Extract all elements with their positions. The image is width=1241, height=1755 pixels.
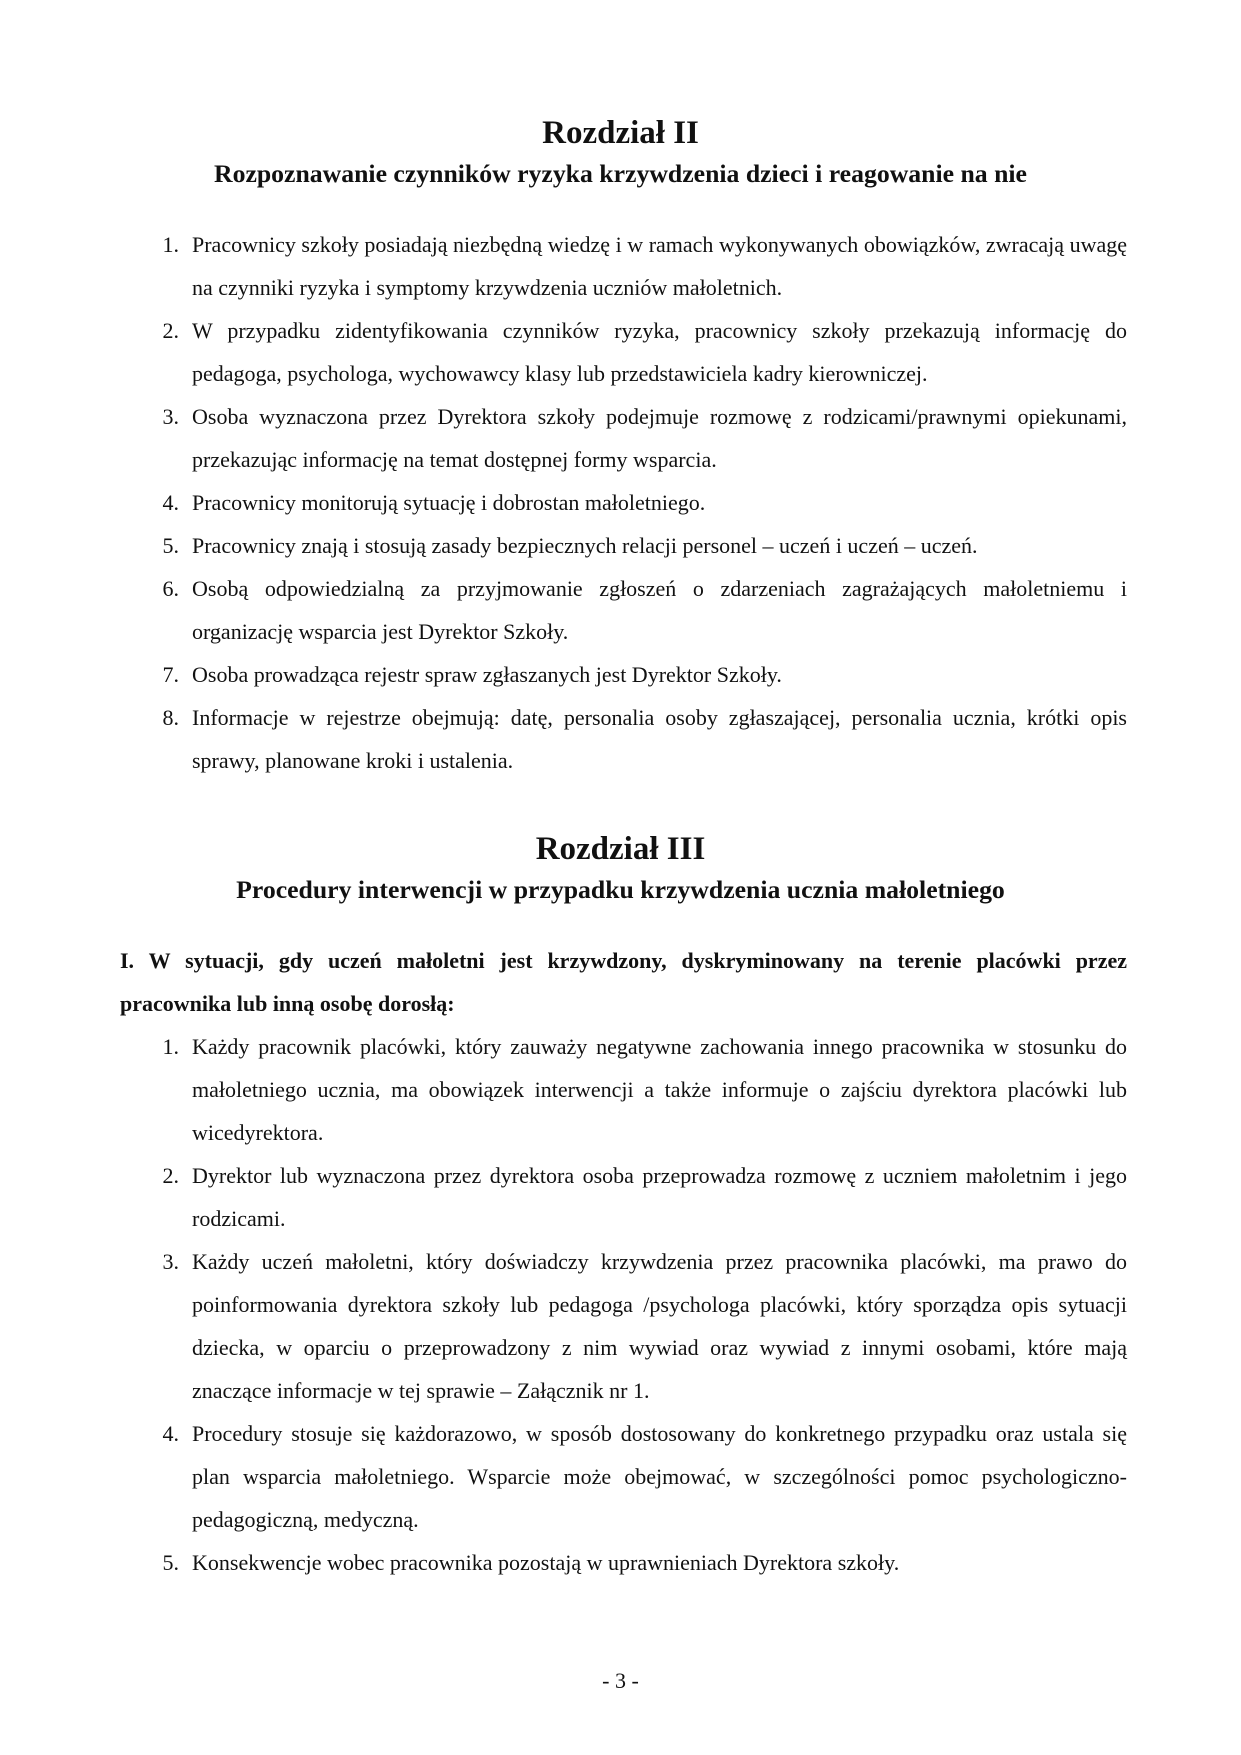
- chapter-2-list: [120, 223, 1127, 782]
- list-item: 5. Pracownicy znają i stosują zasady bezpiecznych relacji personel – uczeń i uczeń – uczeń.: [162, 533, 978, 558]
- list-item: 1. Każdy pracownik placówki, który zauważy negatywne zachowania innego pracownika w stosunku do małoletniego ucznia, ma obowiązek interwencji a także informuje o zajściu dyrektora placówki lub wicedyrektora.: [162, 1034, 1127, 1145]
- list-item: 2. Dyrektor lub wyznaczona przez dyrektora osoba przeprowadza rozmowę z uczniem małoletnim i jego rodzicami.: [162, 1163, 1127, 1231]
- chapter-3-heading: Rozdział III: [535, 831, 706, 867]
- list-item: 1. Pracownicy szkoły posiadają niezbędną wiedzę i w ramach wykonywanych obowiązków, zwracają uwagę na czynniki ryzyka i symptomy krzywdzenia uczniów małoletnich.: [162, 232, 1127, 300]
- list-item: 7. Osoba prowadząca rejestr spraw zgłaszanych jest Dyrektor Szkoły.: [162, 662, 782, 687]
- list-item: 5. Konsekwencje wobec pracownika pozostają w uprawnieniach Dyrektora szkoły.: [162, 1550, 900, 1575]
- chapter-3-list: [120, 1025, 1127, 1584]
- section-lead: I. W sytuacji, gdy uczeń małoletni jest krzywdzony, dyskryminowany na terenie placówki przez pracownika lub inną osobę dorosłą:: [120, 948, 1127, 1016]
- list-item: 3. Osoba wyznaczona przez Dyrektora szkoły podejmuje rozmowę z rodzicami/prawnymi opiekunami, przekazując informację na temat dostępnej formy wsparcia.: [162, 404, 1127, 472]
- list-item: 8. Informacje w rejestrze obejmują: datę, personalia osoby zgłaszającej, personalia ucznia, krótki opis sprawy, planowane kroki i ustalenia.: [162, 705, 1127, 773]
- list-item: 4. Procedury stosuje się każdorazowo, w sposób dostosowany do konkretnego przypadku oraz ustala się plan wsparcia małoletniego. Wsparcie może obejmować, w szczególności pomoc psychologiczno-pedagogiczną, medyczną.: [162, 1421, 1127, 1532]
- chapter-2-heading: Rozdział II: [542, 115, 699, 151]
- list-item: 3. Każdy uczeń małoletni, który doświadczy krzywdzenia przez pracownika placówki, ma prawo do poinformowania dyrektora szkoły lub pedagoga /psychologa placówki, który sporządza opis sytuacji dziecka, w oparciu o przeprowadzony z nim wywiad oraz wywiad z innymi osobami, które mają znaczące informacje w tej sprawie – Załącznik nr 1.: [162, 1249, 1127, 1403]
- list-item: 4. Pracownicy monitorują sytuację i dobrostan małoletniego.: [162, 490, 706, 515]
- list-item: 2. W przypadku zidentyfikowania czynników ryzyka, pracownicy szkoły przekazują informację do pedagoga, psychologa, wychowawcy klasy lub przedstawiciela kadry kierowniczej.: [162, 318, 1127, 386]
- chapter-3-subheading: Procedury interwencji w przypadku krzywdzenia ucznia małoletniego: [236, 875, 1005, 904]
- list-item: 6. Osobą odpowiedzialną za przyjmowanie zgłoszeń o zdarzeniach zagrażających małoletniemu i organizację wsparcia jest Dyrektor Szkoły.: [162, 576, 1127, 644]
- chapter-2-subheading: Rozpoznawanie czynników ryzyka krzywdzenia dzieci i reagowanie na nie: [214, 159, 1027, 188]
- page-number: - 3 -: [602, 1668, 639, 1693]
